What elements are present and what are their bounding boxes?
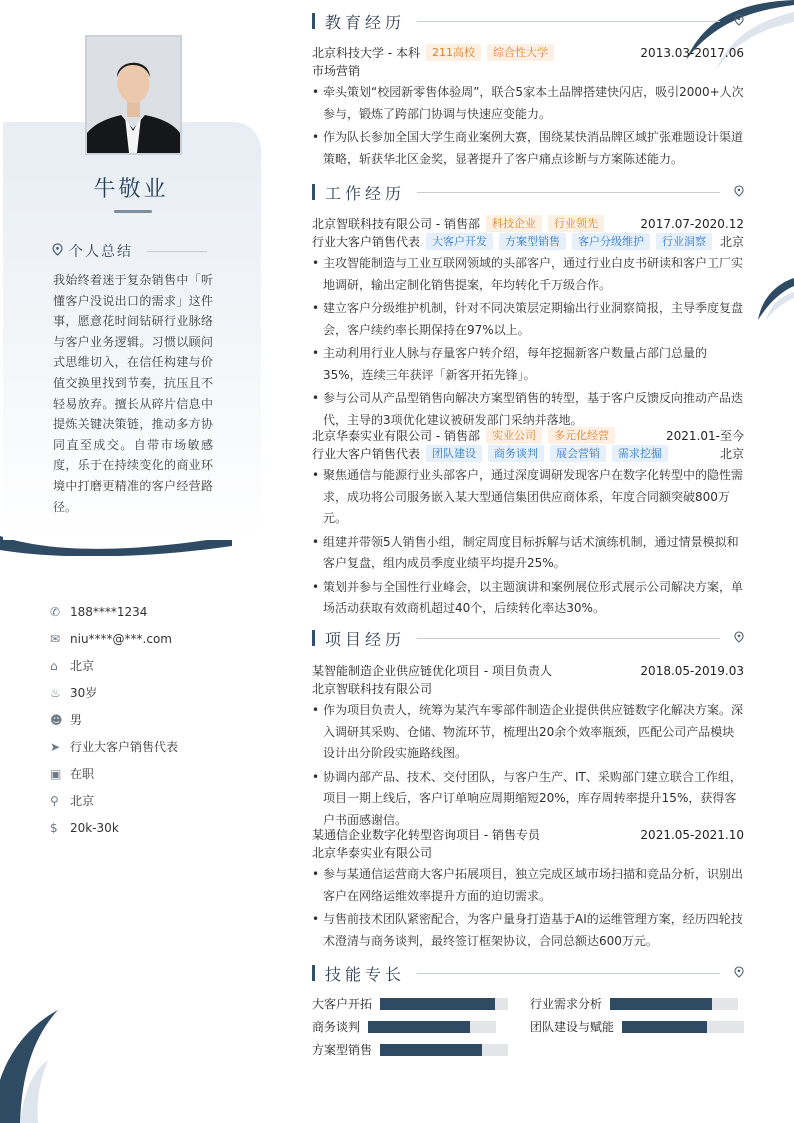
contact-value: 30岁 [70, 686, 98, 700]
list-item: • 参与某通信运营商大客户拓展项目，独立完成区域市场扫描和竞品分析，识别出客户在网络运维效率提升方面的迫切需求。 [312, 864, 744, 907]
skills-section-heading [312, 961, 744, 985]
work-header [312, 214, 744, 233]
contact-value: 188****1234 [70, 604, 148, 619]
role-tag: 行业洞察 [656, 233, 712, 250]
skill-name: 大客户开拓 [312, 997, 373, 1011]
project-header [312, 825, 744, 844]
name-underline [114, 210, 152, 213]
contact-row [50, 625, 250, 652]
section-divider [417, 638, 720, 639]
project-date: 2021.05-2021.10 [640, 827, 744, 842]
location-pin-icon [734, 185, 744, 200]
education-title: 教育经历 [325, 12, 406, 32]
summary-divider [147, 251, 207, 252]
skills-title: 技能专长 [325, 964, 406, 984]
salary-icon: $ [50, 820, 58, 835]
company-name: 北京华泰实业有限公司 - 销售部 [312, 429, 480, 443]
project-entry [312, 825, 744, 954]
major-name: 市场营销 [312, 64, 361, 78]
summary-heading [52, 241, 207, 261]
list-item: • 参与公司从产品型销售向解决方案型销售的转型，基于客户反馈反向推动产品迭代，主导的3项优化建议被研发部门采纳并落地。 [312, 388, 744, 431]
list-item: • 主攻智能制造与工业互联网领域的头部客户，通过行业白皮书研读和客户工厂实地调研，输出定制化销售提案，年均转化千万级合作。 [312, 253, 744, 296]
work-entry [312, 426, 744, 622]
section-bar [312, 184, 315, 200]
contact-list [50, 598, 250, 841]
skill-bar-fill [610, 998, 712, 1010]
list-item: • 组建并带领5人销售小组，制定周度目标拆解与话术演练机制，通过情景模拟和客户复盘，组内成员季度业绩平均提升25%。 [312, 532, 744, 575]
work-date: 2021.01-至今 [666, 429, 744, 443]
project-company-row [312, 680, 744, 697]
education-date: 2013.03-2017.06 [640, 45, 744, 60]
project-company: 北京智联科技有限公司 [312, 682, 433, 696]
skill-name: 商务谈判 [312, 1020, 361, 1034]
school-tag: 综合性大学 [487, 44, 554, 61]
skill-bar-track [380, 1044, 508, 1056]
section-divider [417, 973, 720, 974]
contact-value: 行业大客户销售代表 [70, 740, 179, 754]
contact-row [50, 733, 250, 760]
contact-value: 在职 [70, 767, 95, 781]
summary-title: 个人总结 [69, 244, 133, 260]
contact-value: 20k-30k [70, 820, 119, 835]
location-pin-icon [734, 14, 744, 29]
role-name: 行业大客户销售代表 [312, 447, 421, 461]
section-bar [312, 13, 315, 29]
project-company: 北京华泰实业有限公司 [312, 846, 433, 860]
summary-text: 我始终着迷于复杂销售中「听懂客户没说出口的需求」这件事，愿意花时间钻研行业脉络与客户业务逻辑。习惯以顾问式思维切入，在信任构建与价值交换里找到节奏，抗压且不轻易放弃。擅长从碎片信息中提炼关键决策链，推动多方协同直至成交。自带市场敏感度，乐于在持续变化的商业环境中打磨更精准的客户经营路径。 [53, 273, 213, 514]
skill-item [312, 1041, 508, 1058]
location-icon: ⚲ [50, 793, 59, 808]
phone-icon: ✆ [50, 604, 61, 619]
skill-bar-track [622, 1021, 744, 1033]
company-tag: 科技企业 [486, 215, 542, 232]
skill-bar-track [610, 998, 738, 1010]
location-pin-icon [52, 243, 63, 259]
skill-bar-fill [380, 998, 495, 1010]
skill-item [530, 1018, 744, 1035]
project-header [312, 661, 744, 680]
role-tag: 商务谈判 [488, 445, 544, 462]
list-item: • 作为项目负责人，统筹为某汽车零部件制造企业提供供应链数字化解决方案。深入调研其采购、仓储、物流环节，梳理出20余个效率瓶颈，匹配公司产品模块设计出分阶段实施路线图。 [312, 700, 744, 765]
projects-title: 项目经历 [325, 629, 406, 649]
list-item: • 主动利用行业人脉与存量客户转介绍，每年挖掘新客户数量占部门总量的35%，连续三年获评「新客开拓先锋」。 [312, 343, 744, 386]
work-entry [312, 214, 744, 433]
skill-bar-fill [368, 1021, 470, 1033]
work-title: 工作经历 [325, 183, 406, 203]
location-pin-icon [734, 966, 744, 981]
list-item: • 聚焦通信与能源行业头部客户，通过深度调研发现客户在数字化转型中的隐性需求，成功将公司服务嵌入某大型通信集团供应商体系，年度合同额突破800万元。 [312, 465, 744, 530]
skill-item [530, 995, 738, 1012]
company-tag: 行业领先 [548, 215, 604, 232]
skill-bar-track [368, 1021, 496, 1033]
contact-row [50, 652, 250, 679]
role-tag: 客户分级维护 [572, 233, 650, 250]
company-tag: 实业公司 [486, 427, 542, 444]
project-date: 2018.05-2019.03 [640, 663, 744, 678]
company-name: 北京智联科技有限公司 - 销售部 [312, 217, 480, 231]
company-tag: 多元化经营 [548, 427, 615, 444]
list-item: • 与售前技术团队紧密配合，为客户量身打造基于AI的运维管理方案，经历四轮技术澄清与商务谈判，最终签订框架协议，合同总额达600万元。 [312, 909, 744, 952]
cake-icon: ♨ [50, 685, 61, 700]
bottom-left-wave-decoration [0, 1010, 70, 1123]
major-row [312, 62, 744, 79]
role-tag: 团队建设 [426, 445, 482, 462]
skill-item [312, 1018, 496, 1035]
location-pin-icon [734, 631, 744, 646]
role-tag: 需求挖掘 [612, 445, 668, 462]
contact-value: 北京 [70, 659, 95, 673]
project-company-row [312, 844, 744, 861]
skill-bar-fill [622, 1021, 707, 1033]
section-bar [312, 965, 315, 981]
list-item: • 牵头策划“校园新零售体验周”，联合5家本土品牌搭建快闪店，吸引2000+人次参与，锻炼了跨部门协调与快速应变能力。 [312, 82, 744, 125]
work-section-heading [312, 180, 744, 204]
contact-row [50, 787, 250, 814]
contact-row [50, 679, 250, 706]
skill-bar-fill [380, 1044, 482, 1056]
work-city: 北京 [719, 235, 744, 249]
education-section-heading [312, 9, 744, 33]
skill-name: 团队建设与赋能 [530, 1020, 615, 1034]
contact-row [50, 814, 250, 841]
projects-section-heading [312, 626, 744, 650]
contact-value: 男 [70, 713, 83, 727]
role-tag: 大客户开发 [426, 233, 493, 250]
contact-row [50, 760, 250, 787]
contact-row [50, 706, 250, 733]
send-icon: ➤ [50, 739, 61, 754]
role-tag: 展会营销 [550, 445, 606, 462]
email-icon: ✉ [50, 631, 61, 646]
project-entry [312, 661, 744, 833]
role-tag: 方案型销售 [499, 233, 566, 250]
list-item: • 策划并参与全国性行业峰会，以主题演讲和案例展位形式展示公司解决方案，单场活动获取有效商机超过40个，后续转化率达30%。 [312, 577, 744, 620]
contact-value: 北京 [70, 794, 95, 808]
section-divider [417, 192, 720, 193]
education-bullets [312, 82, 744, 170]
list-item: • 建立客户分级维护机制，针对不同决策层定期输出行业洞察简报，主导季度复盘会，客户续约率长期保持在97%以上。 [312, 298, 744, 341]
skill-name: 行业需求分析 [530, 997, 603, 1011]
work-city: 北京 [719, 447, 744, 461]
project-name: 某通信企业数字化转型咨询项目 - 销售专员 [312, 828, 540, 842]
contact-value: niu****@***.com [70, 631, 172, 646]
work-bullets [312, 253, 744, 431]
role-name: 行业大客户销售代表 [312, 235, 421, 249]
role-row [312, 445, 744, 462]
briefcase-icon: ▣ [50, 766, 62, 781]
project-bullets [312, 700, 744, 831]
education-header [312, 43, 744, 62]
right-edge-wave-decoration [758, 278, 794, 320]
gender-icon: ☻ [50, 712, 63, 727]
skill-bar-track [380, 998, 508, 1010]
contact-row [50, 598, 250, 625]
skill-name: 方案型销售 [312, 1043, 373, 1057]
project-name: 某智能制造企业供应链优化项目 - 项目负责人 [312, 664, 552, 678]
project-bullets [312, 864, 744, 952]
role-row [312, 233, 744, 250]
list-item: • 作为队长参加全国大学生商业案例大赛，围绕某快消品牌区域扩张难题设计渠道策略，斩获华北区金奖，显著提升了客户痛点诊断与方案陈述能力。 [312, 127, 744, 170]
skill-item [312, 995, 508, 1012]
profile-photo [85, 35, 182, 155]
school-tag: 211高校 [426, 44, 481, 61]
section-divider [417, 21, 720, 22]
list-item: • 协调内部产品、技术、交付团队，与客户生产、IT、采购部门建立联合工作组，项目一期上线后，客户订单响应周期缩短20%，库存周转率提升15%，获得客户书面感谢信。 [312, 767, 744, 832]
work-header [312, 426, 744, 445]
school-name: 北京科技大学 - 本科 [312, 46, 420, 60]
home-icon: ⌂ [50, 658, 58, 673]
education-entry [312, 43, 744, 172]
work-date: 2017.07-2020.12 [640, 216, 744, 231]
work-bullets [312, 465, 744, 620]
section-bar [312, 630, 315, 646]
candidate-name: 牛敬业 [93, 177, 169, 202]
